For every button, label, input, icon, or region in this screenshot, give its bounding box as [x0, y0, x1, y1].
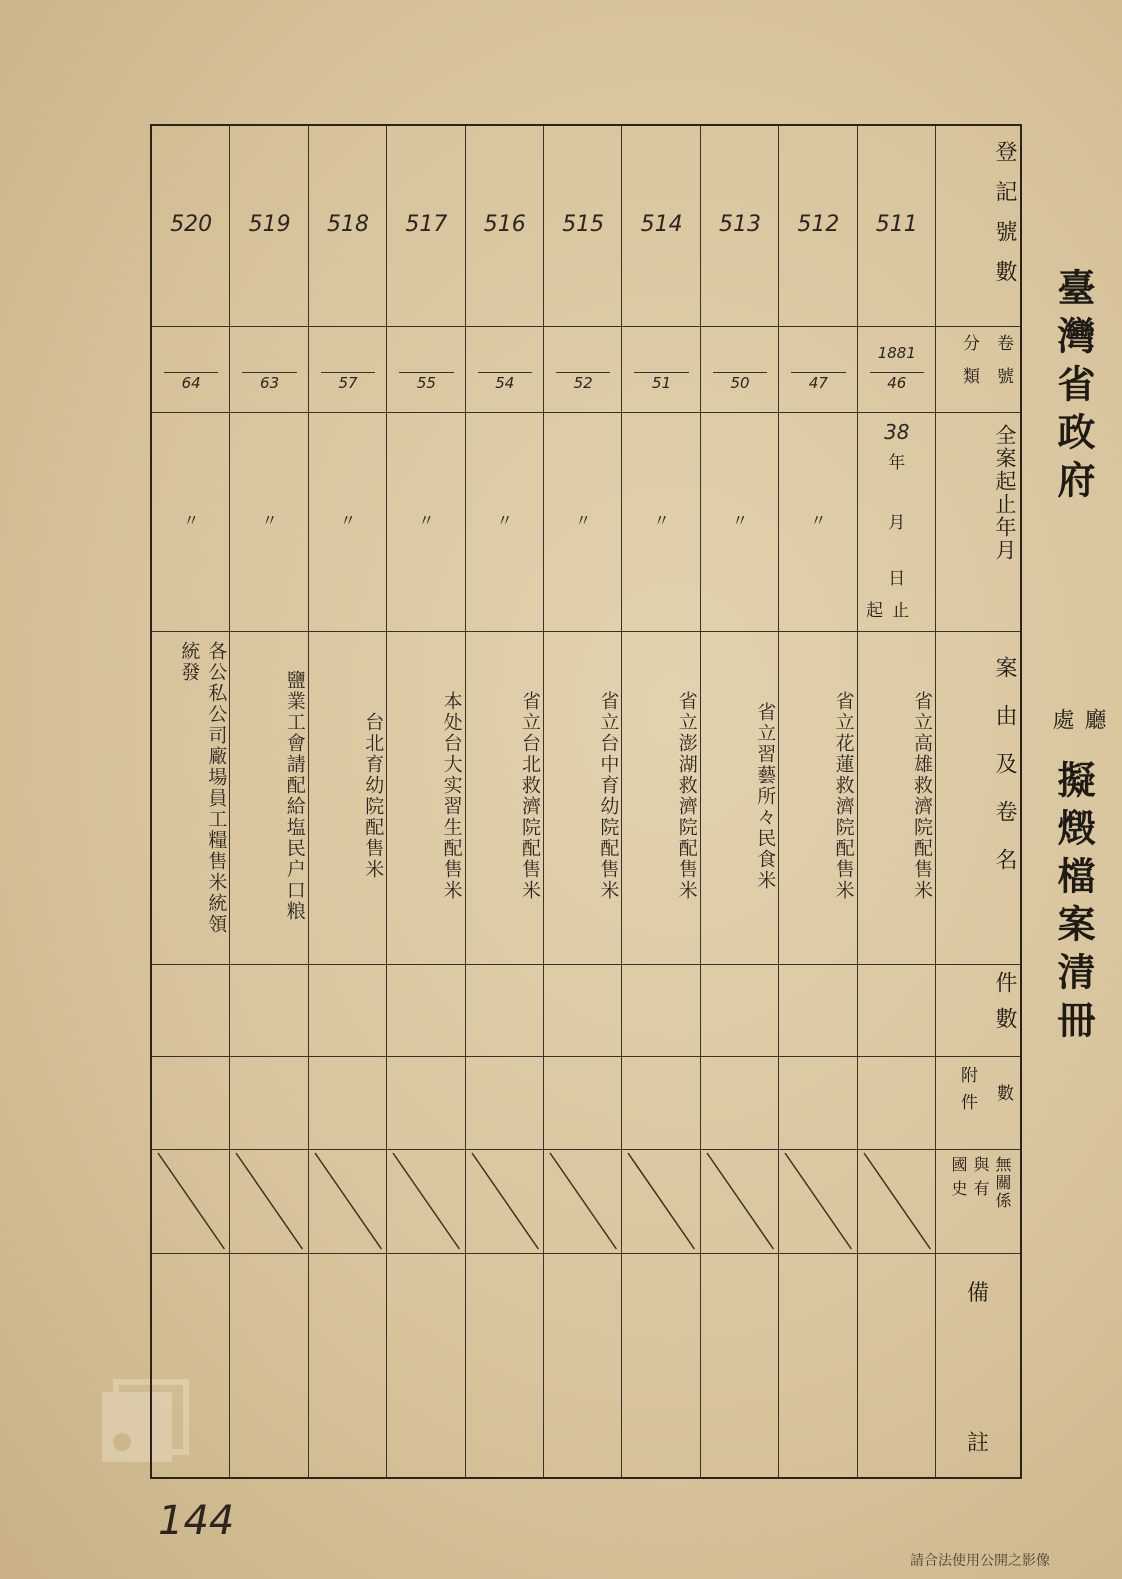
header-relation-a: 無關係 — [993, 1156, 1012, 1210]
registration-number: 513 — [718, 212, 761, 237]
classification-rule — [478, 372, 532, 373]
title-unit-b: 處 — [1049, 708, 1074, 730]
ledger-table — [150, 124, 1022, 1479]
title-unit-a: 廳 — [1081, 708, 1106, 730]
ditto-mark: 〃 — [496, 511, 513, 530]
header-period: 全案起止年月 — [993, 424, 1017, 562]
classification-rule — [242, 372, 296, 373]
diagonal-slash-mark — [701, 1149, 779, 1253]
registration-number: 518 — [326, 212, 369, 237]
header-classification: 分類 — [959, 334, 979, 400]
case-subject: 各公私公司廠場員工糧售米統領統發 — [178, 641, 228, 935]
diagonal-slash-mark — [230, 1149, 308, 1253]
ditto-mark: 〃 — [810, 511, 827, 530]
case-subject: 省立台北救濟院配售米 — [518, 691, 541, 901]
header-relation-c: 國史 — [949, 1156, 968, 1204]
row-divider — [152, 412, 1020, 413]
page-number: 144 — [158, 1498, 235, 1544]
registration-number: 519 — [248, 212, 291, 237]
classification-number: 63 — [260, 374, 280, 392]
ditto-mark: 〃 — [183, 511, 200, 530]
ditto-mark: 〃 — [261, 511, 278, 530]
registration-number: 512 — [797, 212, 840, 237]
footer-notice: 請合法使用公開之影像 — [910, 1553, 1050, 1569]
registration-number: 520 — [170, 212, 213, 237]
classification-rule — [870, 372, 924, 373]
registration-number: 511 — [875, 212, 918, 237]
page-title: 臺灣省政府 — [1051, 268, 1096, 508]
case-subject: 本处台大实習生配售米 — [440, 691, 463, 901]
classification-number: 51 — [652, 374, 672, 392]
diagonal-slash-mark — [858, 1149, 936, 1253]
classification-number: 47 — [808, 374, 828, 392]
classification-number: 54 — [495, 374, 515, 392]
diagonal-slash-mark — [622, 1149, 700, 1253]
case-subject: 省立台中育幼院配售米 — [597, 691, 620, 901]
case-subject: 省立澎湖救濟院配售米 — [675, 691, 698, 901]
ditto-mark: 〃 — [339, 511, 356, 530]
case-subject: 台北育幼院配售米 — [362, 712, 385, 880]
classification-number: 64 — [181, 374, 201, 392]
classification-rule — [321, 372, 375, 373]
case-subject: 省立花蓮救濟院配售米 — [832, 691, 855, 901]
row-divider — [152, 1253, 1020, 1254]
ditto-mark: 〃 — [575, 511, 592, 530]
diagonal-slash-mark — [387, 1149, 465, 1253]
row-divider — [152, 964, 1020, 965]
registration-number: 516 — [483, 212, 526, 237]
classification-rule — [164, 372, 218, 373]
period-day-unit: 日 — [888, 569, 906, 589]
period-month-unit: 月 — [888, 513, 906, 533]
period-year: 38 — [884, 420, 910, 444]
ditto-mark: 〃 — [653, 511, 670, 530]
classification-number: 46 — [887, 374, 907, 392]
period-start-end-b: 起 — [866, 601, 884, 621]
diagonal-slash-mark — [466, 1149, 544, 1253]
diagonal-slash-mark — [779, 1149, 857, 1253]
classification-rule — [399, 372, 453, 373]
diagonal-slash-mark — [544, 1149, 622, 1253]
row-divider — [152, 1056, 1020, 1057]
ditto-mark: 〃 — [731, 511, 748, 530]
diagonal-slash-mark — [309, 1149, 387, 1253]
diagonal-slash-mark — [152, 1149, 230, 1253]
header-remark-b: 註 — [966, 1431, 989, 1456]
registration-number: 514 — [640, 212, 683, 237]
classification-rule — [634, 372, 688, 373]
classification-number: 57 — [338, 374, 358, 392]
page-heading: 擬燬檔案清冊 — [1051, 760, 1096, 1048]
case-subject: 省立習藝所々民食米 — [754, 701, 777, 891]
ditto-mark: 〃 — [418, 511, 435, 530]
registration-number: 515 — [562, 212, 605, 237]
header-subject: 案由及卷名 — [992, 656, 1017, 896]
row-divider — [152, 631, 1020, 632]
classification-rule — [556, 372, 610, 373]
header-attach-count: 數 — [993, 1084, 1013, 1105]
header-reg-no: 登記號數 — [992, 140, 1017, 300]
classification-number: 52 — [573, 374, 593, 392]
header-attachments: 附件 — [957, 1066, 977, 1120]
header-vol-no: 卷號 — [993, 334, 1013, 400]
period-year-unit: 年 — [888, 453, 906, 473]
classification-rule — [713, 372, 767, 373]
classification-number: 50 — [730, 374, 750, 392]
header-count: 件數 — [992, 971, 1017, 1043]
row-divider — [152, 326, 1020, 327]
header-remark-a: 備 — [966, 1281, 989, 1306]
case-subject: 鹽業工會請配給塩民户口粮 — [283, 670, 306, 922]
classification-rule — [791, 372, 845, 373]
header-relation-b: 與有 — [971, 1156, 990, 1204]
classification-number: 55 — [416, 374, 436, 392]
registration-number: 517 — [405, 212, 448, 237]
case-subject: 省立高雄救濟院配售米 — [910, 691, 933, 901]
period-start-end-a: 止 — [892, 601, 910, 621]
classification-top: 1881 — [877, 344, 916, 362]
